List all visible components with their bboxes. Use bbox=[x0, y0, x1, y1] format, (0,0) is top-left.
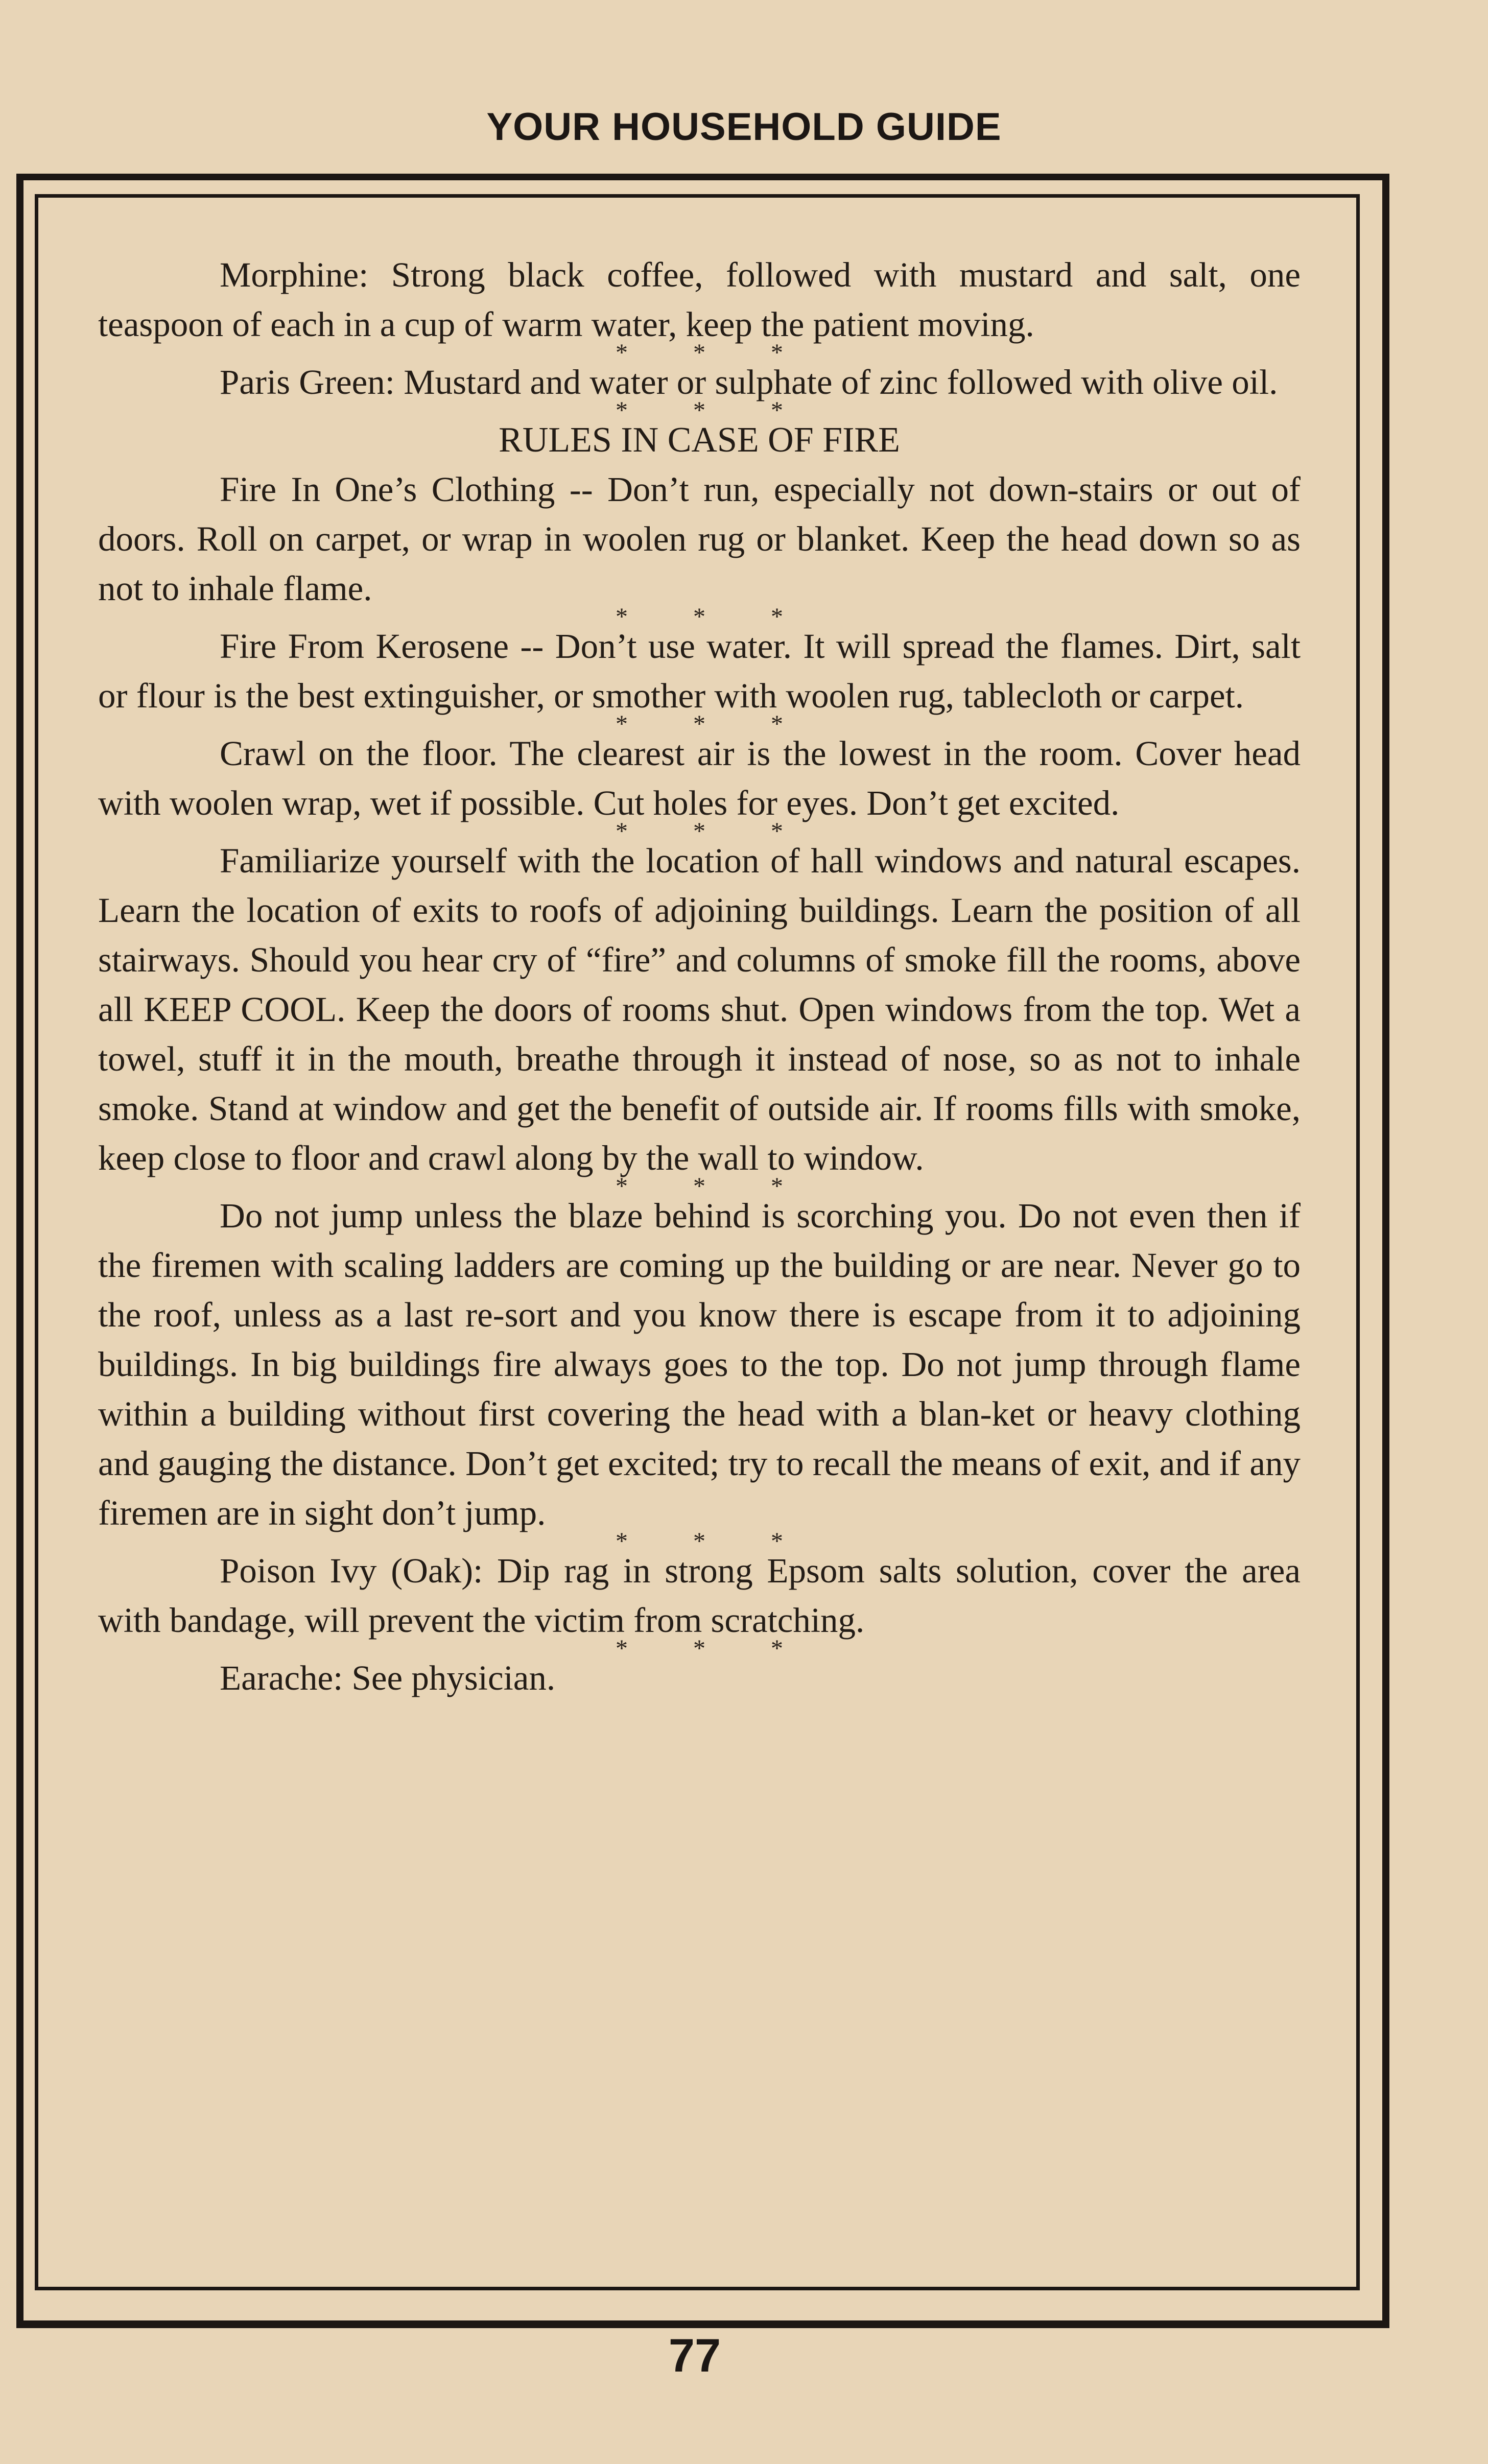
paragraph-fire-clothing: Fire In One’s Clothing -- Don’t run, especially not down-stairs or out of doors. Roll on carpet, or wrap in woolen rug or blanket. Keep the head down so as not to inhale flame. bbox=[98, 470, 1301, 608]
separator-stars: * * * bbox=[616, 1528, 813, 1555]
separator-stars: * * * bbox=[616, 818, 813, 845]
paragraph-paris-green: Paris Green: Mustard and water or sulphate of zinc followed with olive oil. bbox=[220, 363, 1278, 401]
page-number: 77 bbox=[668, 2330, 721, 2382]
running-header: YOUR HOUSEHOLD GUIDE bbox=[486, 105, 1002, 149]
separator-stars: * * * bbox=[616, 1173, 813, 1200]
separator-stars: * * * bbox=[616, 603, 813, 630]
page-body bbox=[98, 250, 1301, 1703]
paragraph-crawl: Crawl on the floor. The clearest air is the lowest in the room. Cover head with woolen wrap, wet if possible. Cut holes for eyes. Don’t get excited. bbox=[98, 734, 1301, 822]
paragraph-do-not-jump: Do not jump unless the blaze behind is scorching you. Do not even then if the firemen with scaling ladders are coming up the building or are near. Never go to the roof, unless as a last re-sort and you know there is escape from it to adjoining buildings. In big buildings fire always goes to the top. Do not jump through flame within a building without first covering the head with a blan-ket or heavy clothing and gauging the distance. Don’t get excited; try to recall the means of exit, and if any firemen are in sight don’t jump. bbox=[98, 1196, 1301, 1532]
separator-stars: * * * bbox=[616, 339, 813, 366]
separator-stars: * * * bbox=[616, 710, 813, 738]
paragraph-familiarize: Familiarize yourself with the location of hall windows and natural escapes. Learn the location of exits to roofs of adjoining buildings. Learn the position of all stairways. Should you hear cry of “fire” and columns of smoke fill the rooms, above all KEEP COOL. Keep the doors of rooms shut. Open windows from the top. Wet a towel, stuff it in the mouth, breathe through it instead of nose, so as not to inhale smoke. Stand at window and get the benefit of outside air. If rooms fills with smoke, keep close to floor and crawl along by the wall to window. bbox=[98, 841, 1301, 1177]
paragraph-fire-kerosene: Fire From Kerosene -- Don’t use water. It will spread the flames. Dirt, salt or flour is the best extinguisher, or smother with woolen rug, tablecloth or carpet. bbox=[98, 627, 1301, 715]
separator-stars: * * * bbox=[616, 397, 813, 424]
paragraph-poison-ivy: Poison Ivy (Oak): Dip rag in strong Epsom salts solution, cover the area with bandage, will prevent the victim from scratching. bbox=[98, 1551, 1301, 1640]
paragraph-earache: Earache: See physician. bbox=[220, 1659, 556, 1697]
paragraph-morphine: Morphine: Strong black coffee, followed with mustard and salt, one teaspoon of each in a cup of warm water, keep the patient moving. bbox=[98, 255, 1301, 344]
separator-stars: * * * bbox=[616, 1635, 813, 1662]
section-heading: RULES IN CASE OF FIRE bbox=[499, 420, 900, 460]
